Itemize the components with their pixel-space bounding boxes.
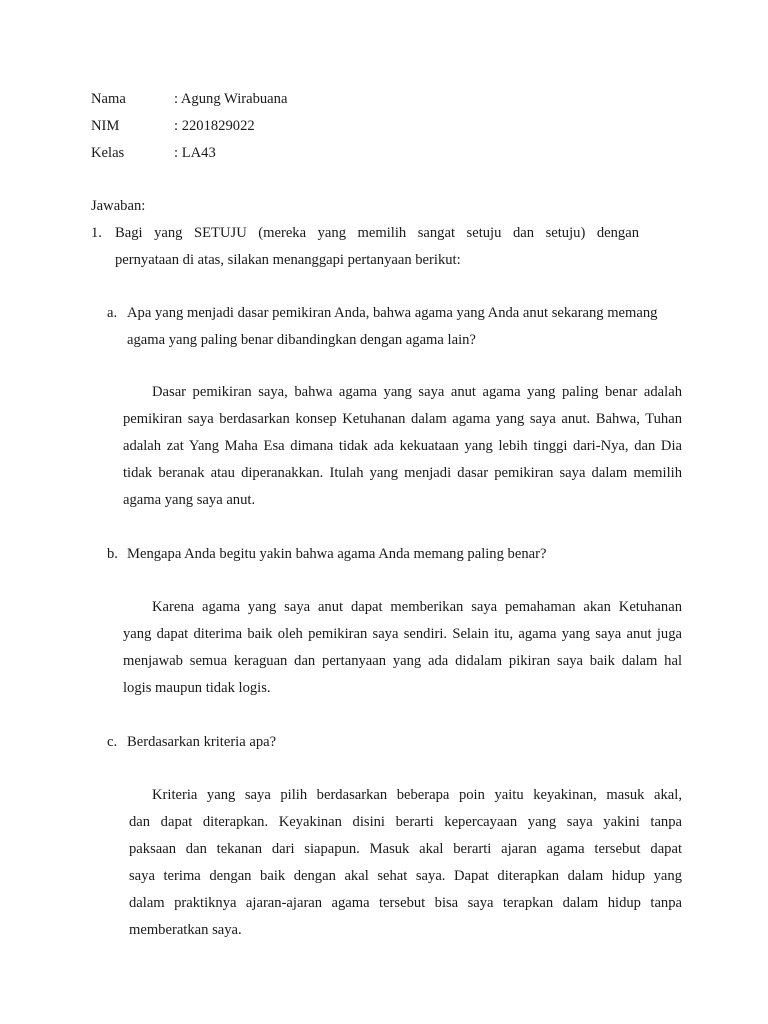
answer-text: saya terima dengan baik dengan akal sehat saya. Dapat diterapkan dalam hidup yang	[129, 868, 682, 884]
answer-text: pemikiran saya berdasarkan konsep Ketuhanan dalam agama yang saya anut. Bahwa, Tuhan	[123, 411, 682, 427]
answer-text: dan dapat diterapkan. Keyakinan disini berarti kepercayaan yang saya yakini tanpa	[129, 814, 682, 830]
nim-label: NIM	[91, 118, 120, 134]
question-text: Berdasarkan kriteria apa?	[127, 734, 277, 750]
question-text: Apa yang menjadi dasar pemikiran Anda, bahwa agama yang Anda anut sekarang memang	[127, 305, 658, 321]
answer-text: dalam praktiknya ajaran-ajaran agama tersebut bisa saya terapkan dalam hidup tanpa	[129, 895, 682, 911]
class-value: : LA43	[174, 145, 216, 161]
nim-value: : 2201829022	[174, 118, 255, 134]
question-letter: c.	[107, 734, 118, 750]
answer-heading: Jawaban:	[91, 198, 146, 214]
question-text: Mengapa Anda begitu yakin bahwa agama Anda memang paling benar?	[127, 546, 547, 562]
item-text-line: Bagi yang SETUJU (mereka yang memilih sangat setuju dan setuju) dengan	[115, 225, 639, 241]
answer-text: agama yang saya anut.	[123, 492, 256, 508]
answer-text: logis maupun tidak logis.	[123, 680, 271, 696]
answer-text: Karena agama yang saya anut dapat memberikan saya pemahaman akan Ketuhanan	[152, 599, 682, 615]
answer-text: menjawab semua keraguan dan pertanyaan yang ada didalam pikiran saya baik dalam hal	[123, 653, 682, 669]
answer-text: memberatkan saya.	[129, 922, 242, 938]
item-text-line: pernyataan di atas, silakan menanggapi pertanyaan berikut:	[115, 252, 461, 268]
question-text: agama yang paling benar dibandingkan dengan agama lain?	[127, 332, 476, 348]
answer-text: Kriteria yang saya pilih berdasarkan beberapa poin yaitu keyakinan, masuk akal,	[152, 787, 682, 803]
item-number: 1.	[91, 225, 102, 241]
name-label: Nama	[91, 91, 126, 107]
answer-text: Dasar pemikiran saya, bahwa agama yang saya anut agama yang paling benar adalah	[152, 384, 682, 400]
answer-text: adalah zat Yang Maha Esa dimana tidak ada kekuataan yang lebih tinggi dari-Nya, dan Dia	[123, 438, 682, 454]
answer-text: paksaan dan tekanan dari siapapun. Masuk akal berarti ajaran agama tersebut dapat	[129, 841, 682, 857]
answer-text: yang dapat diterima baik oleh pemikiran saya sendiri. Selain itu, agama yang saya anut juga	[123, 626, 682, 642]
name-value: : Agung Wirabuana	[174, 91, 288, 107]
question-letter: a.	[107, 305, 118, 321]
question-letter: b.	[107, 546, 118, 562]
answer-text: tidak beranak atau diperanakkan. Itulah yang menjadi dasar pemikiran saya dalam memilih	[123, 465, 682, 481]
class-label: Kelas	[91, 145, 125, 161]
